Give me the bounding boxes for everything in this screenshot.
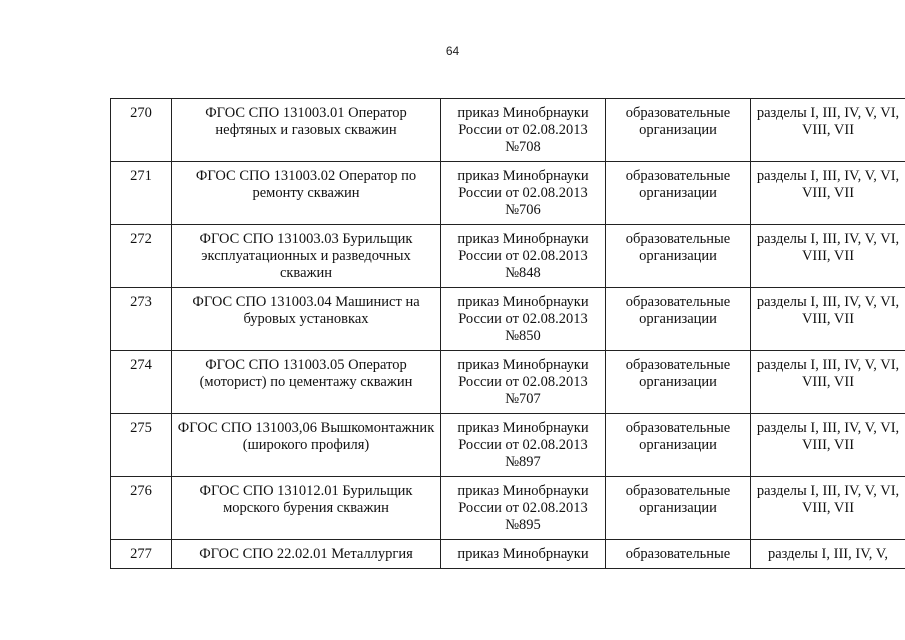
- standard-name: ФГОС СПО 131012.01 Бурильщик морского бурения скважин: [172, 477, 441, 540]
- organizations: образовательные организации: [606, 162, 751, 225]
- order-reference: приказ Минобрнауки России от 02.08.2013 №708: [441, 99, 606, 162]
- row-number: 275: [111, 414, 172, 477]
- order-reference: приказ Минобрнауки России от 02.08.2013 №848: [441, 225, 606, 288]
- standards-table: [110, 98, 905, 569]
- order-reference: приказ Минобрнауки России от 02.08.2013 №895: [441, 477, 606, 540]
- sections: разделы I, III, IV, V, VI, VIII, VII: [751, 288, 905, 351]
- sections: разделы I, III, IV, V, VI, VIII, VII: [751, 99, 905, 162]
- organizations: образовательные организации: [606, 99, 751, 162]
- standard-name: ФГОС СПО 131003.03 Бурильщик эксплуатационных и разведочных скважин: [172, 225, 441, 288]
- organizations: образовательные организации: [606, 225, 751, 288]
- standard-name: ФГОС СПО 22.02.01 Металлургия: [172, 540, 441, 569]
- sections: разделы I, III, IV, V, VI, VIII, VII: [751, 162, 905, 225]
- organizations: образовательные организации: [606, 288, 751, 351]
- row-number: 277: [111, 540, 172, 569]
- standard-name: ФГОС СПО 131003.02 Оператор по ремонту скважин: [172, 162, 441, 225]
- order-reference: приказ Минобрнауки России от 02.08.2013 №707: [441, 351, 606, 414]
- table-row: [111, 288, 905, 351]
- order-reference: приказ Минобрнауки: [441, 540, 606, 569]
- order-reference: приказ Минобрнауки России от 02.08.2013 №706: [441, 162, 606, 225]
- row-number: 273: [111, 288, 172, 351]
- sections: разделы I, III, IV, V, VI, VIII, VII: [751, 351, 905, 414]
- standard-name: ФГОС СПО 131003,06 Вышкомонтажник (широкого профиля): [172, 414, 441, 477]
- row-number: 271: [111, 162, 172, 225]
- organizations: образовательные организации: [606, 351, 751, 414]
- table-row: [111, 414, 905, 477]
- sections: разделы I, III, IV, V,: [751, 540, 905, 569]
- sections: разделы I, III, IV, V, VI, VIII, VII: [751, 414, 905, 477]
- standard-name: ФГОС СПО 131003.05 Оператор (моторист) по цементажу скважин: [172, 351, 441, 414]
- organizations: образовательные организации: [606, 477, 751, 540]
- sections: разделы I, III, IV, V, VI, VIII, VII: [751, 477, 905, 540]
- organizations: образовательные: [606, 540, 751, 569]
- row-number: 270: [111, 99, 172, 162]
- standard-name: ФГОС СПО 131003.04 Машинист на буровых установках: [172, 288, 441, 351]
- order-reference: приказ Минобрнауки России от 02.08.2013 №850: [441, 288, 606, 351]
- table-row: [111, 477, 905, 540]
- table-row: [111, 162, 905, 225]
- page-number: 64: [445, 44, 460, 58]
- order-reference: приказ Минобрнауки России от 02.08.2013 №897: [441, 414, 606, 477]
- organizations: образовательные организации: [606, 414, 751, 477]
- row-number: 274: [111, 351, 172, 414]
- table-row: [111, 351, 905, 414]
- row-number: 272: [111, 225, 172, 288]
- standard-name: ФГОС СПО 131003.01 Оператор нефтяных и газовых скважин: [172, 99, 441, 162]
- table-row: [111, 225, 905, 288]
- sections: разделы I, III, IV, V, VI, VIII, VII: [751, 225, 905, 288]
- table-row: [111, 99, 905, 162]
- table-row: [111, 540, 905, 569]
- row-number: 276: [111, 477, 172, 540]
